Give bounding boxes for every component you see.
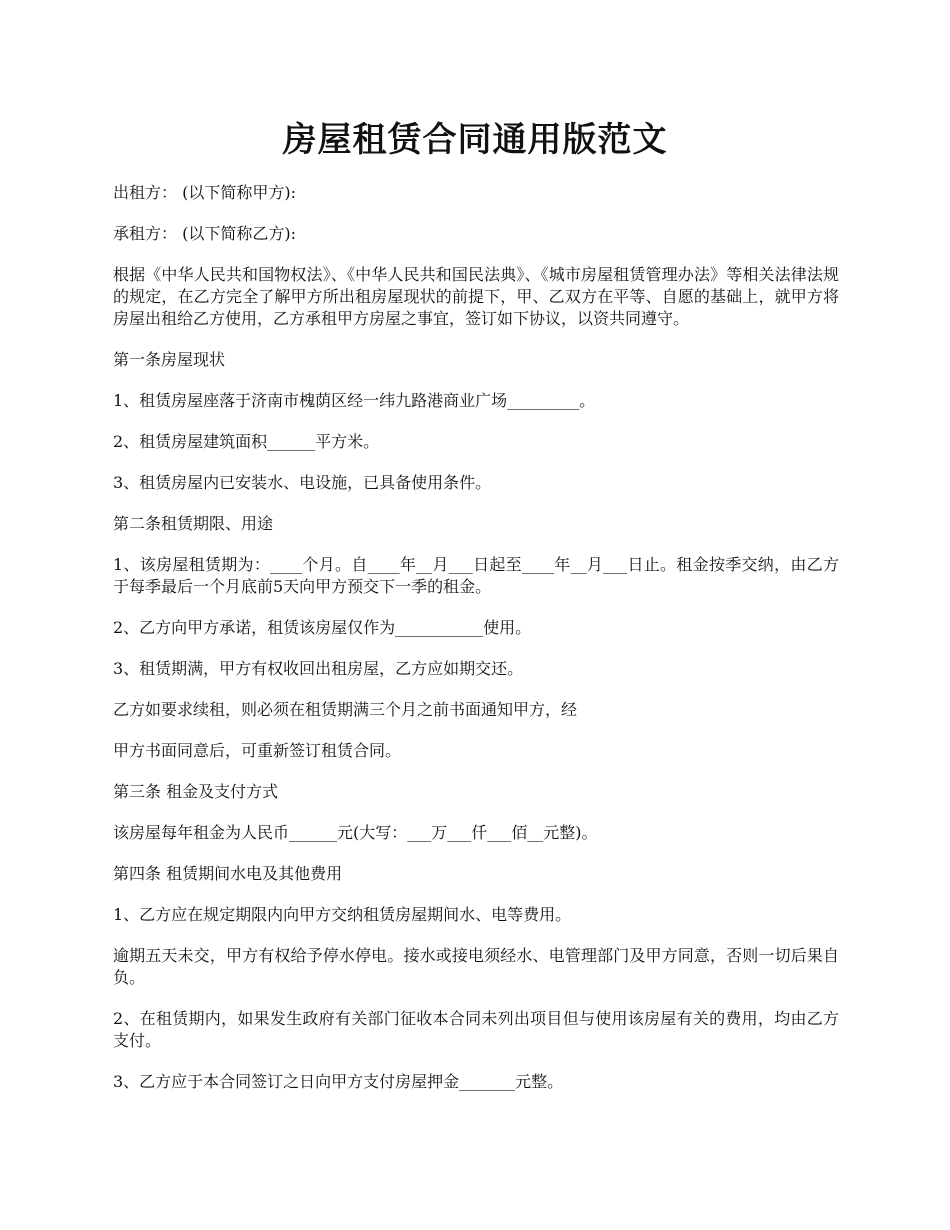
article-1-clause-2: 2、租赁房屋建筑面积______平方米。: [113, 432, 380, 451]
article-3-heading: 第三条 租金及支付方式: [113, 782, 279, 801]
article-2-clause-1: 1、该房屋租赁期为：____个月。自____年__月___日起至____年__月___日止。租金按季交纳，由乙方于每季最后一个月底前5天向甲方预交下一季的租金。: [113, 555, 839, 596]
overdue-paragraph: 逾期五天未交，甲方有权给予停水停电。接水或接电须经水、电管理部门及甲方同意，否则一切后果自负。: [113, 946, 839, 987]
document-title: 房屋租赁合同通用版范文: [282, 120, 668, 160]
article-4-clause-1: 1、乙方应在规定期限内向甲方交纳租赁房屋期间水、电等费用。: [113, 905, 572, 924]
rent-amount-paragraph: 该房屋每年租金为人民币______元(大写：___万___仟___佰__元整)。: [113, 823, 598, 842]
lessor-line: 出租方： (以下简称甲方):: [113, 183, 296, 202]
renewal-paragraph-2: 甲方书面同意后，可重新签订租赁合同。: [113, 741, 402, 760]
article-4-heading: 第四条 租赁期间水电及其他费用: [113, 864, 343, 883]
article-1-clause-1: 1、租赁房屋座落于济南市槐荫区经一纬九路港商业广场_________。: [113, 391, 596, 410]
article-2-clause-2: 2、乙方向甲方承诺，租赁该房屋仅作为___________使用。: [113, 618, 532, 637]
article-4-clause-2: 2、在租赁期内，如果发生政府有关部门征收本合同未列出项目但与使用该房屋有关的费用，均由乙方支付。: [113, 1009, 839, 1050]
preamble-paragraph: 根据《中华人民共和国物权法》、《中华人民共和国民法典》、《城市房屋租赁管理办法》等相关法律法规的规定，在乙方完全了解甲方所出租房屋现状的前提下，甲、乙双方在平等、自愿的基础上，就甲方将房屋出租给乙方使用，乙方承租甲方房屋之事宜，签订如下协议，以资共同遵守。: [113, 265, 839, 328]
article-4-clause-3: 3、乙方应于本合同签订之日向甲方支付房屋押金_______元整。: [113, 1072, 564, 1091]
article-1-clause-3: 3、租赁房屋内已安装水、电设施，已具备使用条件。: [113, 473, 492, 492]
article-2-clause-3: 3、租赁期满，甲方有权收回出租房屋，乙方应如期交还。: [113, 659, 524, 678]
renewal-paragraph-1: 乙方如要求续租，则必须在租赁期满三个月之前书面通知甲方，经: [113, 700, 578, 719]
document-body: [113, 182, 839, 1112]
article-1-heading: 第一条房屋现状: [113, 350, 226, 369]
article-2-heading: 第二条租赁期限、用途: [113, 514, 274, 533]
lessee-line: 承租方： (以下简称乙方):: [113, 224, 296, 243]
